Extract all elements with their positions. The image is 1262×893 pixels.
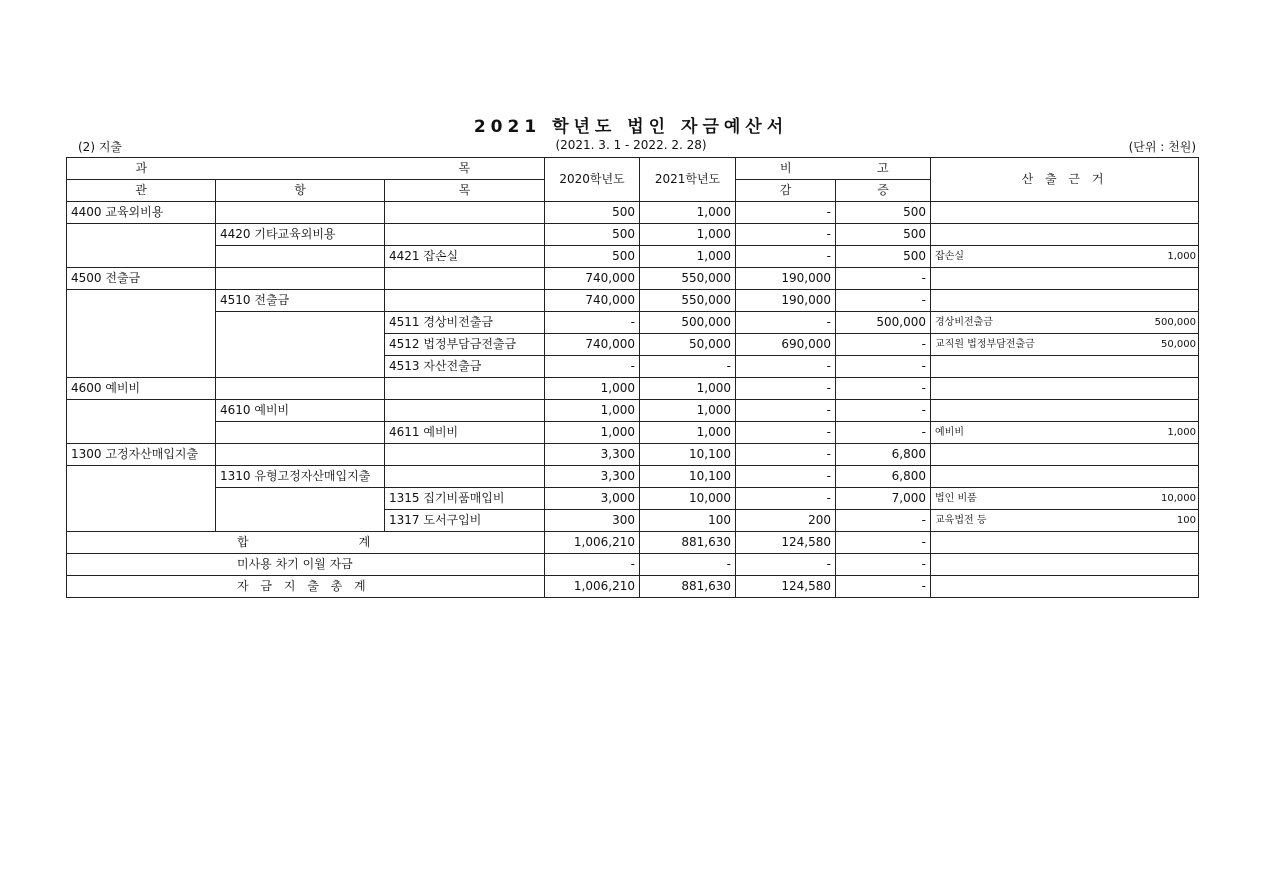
table-row [67, 334, 1199, 356]
decrease-cell: - [736, 202, 836, 224]
mok-cell [385, 466, 545, 488]
mok-cell: 4512 법정부담금전출금 [385, 334, 545, 356]
header-mok: 목 [385, 180, 545, 202]
basis-amount: 100 [1176, 515, 1196, 526]
header-bigo-go: 고 [836, 158, 931, 180]
basis-cell [931, 422, 1199, 444]
gwan-cell [67, 312, 216, 334]
cur-cell: 10,100 [640, 466, 736, 488]
prev-cell: 740,000 [545, 268, 640, 290]
basis-amount: 500,000 [1154, 317, 1196, 328]
header-prev-year: 2020학년도 [545, 158, 640, 202]
basis-amount: 1,000 [1167, 427, 1196, 438]
carryover-label-text: 미사용 차기 이월 자금 [237, 557, 353, 571]
cur-cell: 881,630 [640, 532, 736, 554]
decrease-cell: - [736, 400, 836, 422]
gwan-cell [67, 510, 216, 532]
hang-cell [216, 202, 385, 224]
decrease-cell: 124,580 [736, 532, 836, 554]
basis-cell [931, 510, 1199, 532]
basis-cell [931, 378, 1199, 400]
decrease-cell: 200 [736, 510, 836, 532]
increase-cell: - [836, 554, 931, 576]
increase-cell: 6,800 [836, 444, 931, 466]
basis-amount: 50,000 [1161, 339, 1196, 350]
basis-text: 교육법전 등 [935, 515, 987, 526]
prev-cell: - [545, 356, 640, 378]
decrease-cell: - [736, 466, 836, 488]
basis-cell [931, 466, 1199, 488]
hang-cell [216, 488, 385, 510]
cur-cell: 1,000 [640, 202, 736, 224]
decrease-cell: - [736, 246, 836, 268]
mok-cell [385, 378, 545, 400]
prev-cell: 740,000 [545, 290, 640, 312]
increase-cell: - [836, 576, 931, 598]
basis-cell [931, 268, 1199, 290]
hang-cell [216, 268, 385, 290]
basis-cell [931, 202, 1199, 224]
increase-cell: 500 [836, 246, 931, 268]
table-row [67, 356, 1199, 378]
basis-cell [931, 312, 1199, 334]
increase-cell: 500,000 [836, 312, 931, 334]
increase-cell: - [836, 334, 931, 356]
prev-cell: 500 [545, 246, 640, 268]
basis-amount: 10,000 [1161, 493, 1196, 504]
budget-table [66, 157, 1199, 598]
mok-cell: 4511 경상비전출금 [385, 312, 545, 334]
mok-cell [385, 290, 545, 312]
hang-cell [216, 422, 385, 444]
decrease-cell: - [736, 422, 836, 444]
decrease-cell: - [736, 312, 836, 334]
basis-cell [931, 290, 1199, 312]
decrease-cell: 124,580 [736, 576, 836, 598]
decrease-cell: 190,000 [736, 268, 836, 290]
hang-cell [216, 444, 385, 466]
table-row [67, 488, 1199, 510]
prev-cell: 1,006,210 [545, 576, 640, 598]
prev-cell: 3,000 [545, 488, 640, 510]
hang-cell [216, 312, 385, 334]
table-row [67, 290, 1199, 312]
increase-cell: - [836, 268, 931, 290]
gwan-cell: 4400 교육외비용 [67, 202, 216, 224]
prev-cell: 1,006,210 [545, 532, 640, 554]
basis-cell [931, 224, 1199, 246]
increase-cell: 500 [836, 202, 931, 224]
header-decrease: 감 [736, 180, 836, 202]
decrease-cell: - [736, 554, 836, 576]
basis-amount: 1,000 [1167, 251, 1196, 262]
header-gwan: 관 [67, 180, 216, 202]
prev-cell: - [545, 554, 640, 576]
table-row [67, 202, 1199, 224]
section-label: (2) 지출 [78, 140, 122, 154]
basis-cell [931, 400, 1199, 422]
gwan-cell [67, 488, 216, 510]
cur-cell: 100 [640, 510, 736, 532]
prev-cell: 500 [545, 202, 640, 224]
cur-cell: 881,630 [640, 576, 736, 598]
prev-cell: - [545, 312, 640, 334]
prev-cell: 1,000 [545, 400, 640, 422]
table-row [67, 378, 1199, 400]
increase-cell: - [836, 400, 931, 422]
mok-cell [385, 268, 545, 290]
prev-cell: 500 [545, 224, 640, 246]
basis-cell [931, 334, 1199, 356]
gwan-cell [67, 246, 216, 268]
table-row [67, 510, 1199, 532]
carryover-row [67, 554, 1199, 576]
total-label-a: 합 [237, 535, 249, 549]
table-row [67, 312, 1199, 334]
grand-total-label-text: 자 금 지 출 총 계 [237, 579, 370, 593]
basis-text: 법인 비품 [935, 493, 977, 504]
increase-cell: 6,800 [836, 466, 931, 488]
decrease-cell: - [736, 444, 836, 466]
increase-cell: - [836, 532, 931, 554]
prev-cell: 3,300 [545, 466, 640, 488]
gwan-cell [67, 466, 216, 488]
mok-cell: 4513 자산전출금 [385, 356, 545, 378]
mok-cell: 1317 도서구입비 [385, 510, 545, 532]
table-row [67, 400, 1199, 422]
basis-text: 경상비전출금 [935, 317, 993, 328]
cur-cell: 50,000 [640, 334, 736, 356]
basis-cell [931, 356, 1199, 378]
header-mok-top: 목 [385, 158, 545, 180]
table-row [67, 246, 1199, 268]
header-increase: 증 [836, 180, 931, 202]
decrease-cell: - [736, 378, 836, 400]
prev-cell: 3,300 [545, 444, 640, 466]
basis-cell [931, 488, 1199, 510]
hang-cell [216, 510, 385, 532]
header-cur-year: 2021학년도 [640, 158, 736, 202]
basis-text: 잡손실 [935, 251, 964, 262]
hang-cell [216, 356, 385, 378]
mok-cell [385, 400, 545, 422]
hang-cell: 4420 기타교육외비용 [216, 224, 385, 246]
header-gwamok: 과 [67, 158, 216, 180]
mok-cell: 4611 예비비 [385, 422, 545, 444]
table-row [67, 224, 1199, 246]
cur-cell: - [640, 356, 736, 378]
mok-cell: 4421 잡손실 [385, 246, 545, 268]
gwan-cell: 1300 고정자산매입지출 [67, 444, 216, 466]
increase-cell: - [836, 422, 931, 444]
increase-cell: - [836, 378, 931, 400]
cur-cell: 1,000 [640, 422, 736, 444]
header-bigo-bi: 비 [736, 158, 836, 180]
cur-cell: 1,000 [640, 400, 736, 422]
mok-cell [385, 202, 545, 224]
gwan-cell [67, 334, 216, 356]
cur-cell: 10,000 [640, 488, 736, 510]
decrease-cell: 690,000 [736, 334, 836, 356]
total-label-b: 계 [358, 535, 371, 549]
cur-cell: 1,000 [640, 224, 736, 246]
header-hang: 항 [216, 180, 385, 202]
mok-cell [385, 224, 545, 246]
increase-cell: - [836, 290, 931, 312]
gwan-cell: 4600 예비비 [67, 378, 216, 400]
basis-cell [931, 246, 1199, 268]
gwan-cell [67, 356, 216, 378]
cur-cell: 10,100 [640, 444, 736, 466]
cur-cell: 500,000 [640, 312, 736, 334]
hang-cell [216, 378, 385, 400]
cur-cell: 1,000 [640, 246, 736, 268]
prev-cell: 300 [545, 510, 640, 532]
mok-cell: 1315 집기비품매입비 [385, 488, 545, 510]
cur-cell: - [640, 554, 736, 576]
hang-cell: 4610 예비비 [216, 400, 385, 422]
basis-cell [931, 444, 1199, 466]
increase-cell: 500 [836, 224, 931, 246]
unit-label: (단위 : 천원) [1128, 140, 1196, 154]
decrease-cell: 190,000 [736, 290, 836, 312]
table-row [67, 444, 1199, 466]
hang-cell [216, 246, 385, 268]
decrease-cell: - [736, 356, 836, 378]
cur-cell: 1,000 [640, 378, 736, 400]
header-row-1 [67, 158, 1199, 180]
cur-cell: 550,000 [640, 290, 736, 312]
table-row [67, 268, 1199, 290]
header-basis: 산 출 근 거 [931, 158, 1199, 202]
basis-text: 교직원 법정부담전출금 [935, 339, 1035, 350]
gwan-cell: 4500 전출금 [67, 268, 216, 290]
grand-total-label [67, 576, 545, 598]
gwan-cell [67, 422, 216, 444]
fiscal-period: (2021. 3. 1 - 2022. 2. 28) [555, 138, 707, 152]
document-title: 2021 학년도 법인 자금예산서 [473, 117, 789, 137]
decrease-cell: - [736, 224, 836, 246]
basis-text: 예비비 [935, 427, 964, 438]
table-row [67, 422, 1199, 444]
prev-cell: 1,000 [545, 378, 640, 400]
gwan-cell [67, 400, 216, 422]
hang-cell [216, 334, 385, 356]
gwan-cell [67, 224, 216, 246]
cur-cell: 550,000 [640, 268, 736, 290]
carryover-label [67, 554, 545, 576]
hang-cell: 1310 유형고정자산매입지출 [216, 466, 385, 488]
increase-cell: - [836, 510, 931, 532]
mok-cell [385, 444, 545, 466]
increase-cell: - [836, 356, 931, 378]
increase-cell: 7,000 [836, 488, 931, 510]
gwan-cell [67, 290, 216, 312]
table-row [67, 466, 1199, 488]
grand-total-row [67, 576, 1199, 598]
total-label [67, 532, 545, 554]
prev-cell: 1,000 [545, 422, 640, 444]
total-row [67, 532, 1199, 554]
hang-cell: 4510 전출금 [216, 290, 385, 312]
decrease-cell: - [736, 488, 836, 510]
prev-cell: 740,000 [545, 334, 640, 356]
